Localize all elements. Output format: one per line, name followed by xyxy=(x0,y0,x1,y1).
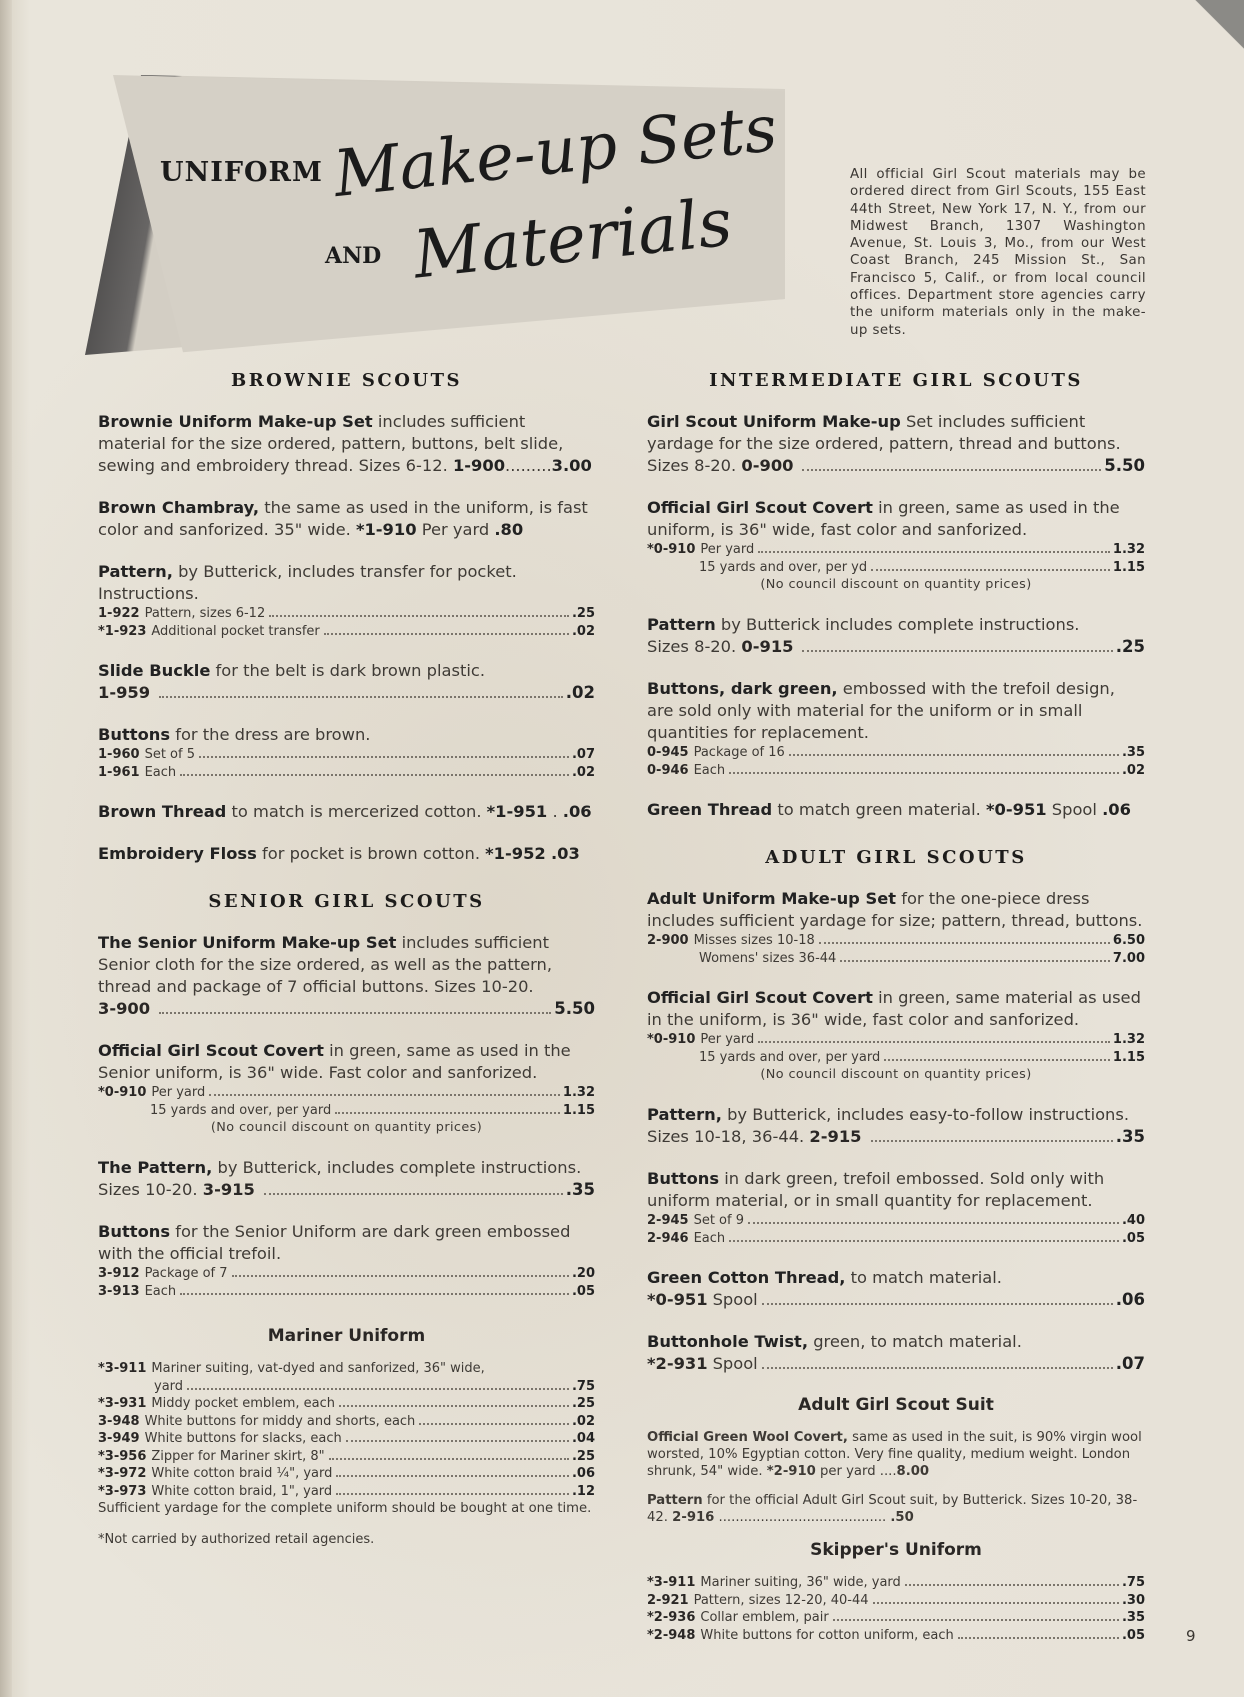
discount-note: (No council discount on quantity prices) xyxy=(760,1067,1032,1082)
price-row: *3-972 White cotton braid ¼", yard .06 xyxy=(98,1466,595,1481)
price-row: Sizes 8-20. 0-900 5.50 xyxy=(647,456,1145,475)
senior-heading: SENIOR GIRL SCOUTS xyxy=(208,891,485,912)
price-row: *1-923 Additional pocket transfer .02 xyxy=(98,623,595,639)
page-number: 9 xyxy=(1186,1627,1196,1645)
discount-note: (No council discount on quantity prices) xyxy=(210,1120,483,1135)
discount-note: (No council discount on quantity prices) xyxy=(760,577,1032,592)
intermediate-pattern: Pattern by Butterick includes complete instructions. Sizes 8-20. 0-915 .25 xyxy=(647,615,1145,656)
page-corner xyxy=(1184,0,1244,60)
adult-pattern: Pattern, by Butterick, includes easy-to-follow instructions. Sizes 10-18, 36-44. 2-915 .35 xyxy=(647,1105,1145,1146)
slide-buckle: Slide Buckle for the belt is dark brown plastic. 1-959 .02 xyxy=(98,661,595,702)
brownie-pattern: Pattern, by Butterick, includes transfer for pocket. Instructions. 1-922 Pattern, sizes 6-12 .25 *1-923 Additional pocket transfer .02 xyxy=(98,562,595,639)
intermediate-makeup-set: Girl Scout Uniform Make-up Set includes sufficient yardage for the size ordered, pattern, thread and buttons. Sizes 8-20. 0-900 5.50 xyxy=(647,412,1145,475)
price-row: 0-946 Each .02 xyxy=(647,762,1145,778)
intermediate-covert: Official Girl Scout Covert in green, same as used in the uniform, is 36" wide, fast color and sanforized. *0-910 Per yard 1.32 15 yards and over, per yd 1.15 (No council discount on quantity prices) xyxy=(647,498,1145,592)
price-row: 3-912 Package of 7 .20 xyxy=(98,1266,595,1281)
mariner-note: Sufficient yardage for the complete uniform should be bought at one time. xyxy=(98,1501,592,1516)
price-row: Sizes 8-20. 0-915 .25 xyxy=(647,637,1145,656)
ordering-info: All official Girl Scout materials may be ordered direct from Girl Scouts, 155 East 44th Street, New York 17, N. Y., from our Midwest Branch, 1307 Washington Avenue, St. Louis 3, Mo., from our West Coast Branch, 245 Mission St., San Francisco 5, Calif., or from local council offices. Department store agencies carry the uniform materials only in the make-up sets. xyxy=(850,167,1146,338)
price-row: *3-931 Middy pocket emblem, each .25 xyxy=(98,1396,595,1411)
price-row: 3-949 White buttons for slacks, each .04 xyxy=(98,1431,595,1446)
adult-heading: ADULT GIRL SCOUTS xyxy=(765,847,1027,868)
adult-makeup-set: Adult Uniform Make-up Set for the one-piece dress includes sufficient yardage for size; pattern, thread, buttons. 2-900 Misses sizes 10-18 6.50 Womens' sizes 36-44 7.00 xyxy=(647,889,1145,966)
price-row: Sizes 10-18, 36-44. 2-915 .35 xyxy=(647,1127,1145,1146)
price-row: 1-922 Pattern, sizes 6-12 .25 xyxy=(98,606,595,621)
price-row: *2-931 Spool .07 xyxy=(647,1354,1145,1373)
brownie-buttons: Buttons for the dress are brown. 1-960 Set of 5 .07 1-961 Each .02 xyxy=(98,725,595,780)
price-row: 2-945 Set of 9 .40 xyxy=(647,1213,1145,1228)
title-materials: Materials xyxy=(409,183,736,294)
brown-chambray: Brown Chambray, the same as used in the uniform, is fast color and sanforized. 35" wide. *1-910 Per yard .80 xyxy=(98,498,588,539)
price-row: 2-946 Each .05 xyxy=(647,1230,1145,1246)
title-banner xyxy=(85,75,785,355)
price-row: Sizes 10-20. 3-915 .35 xyxy=(98,1180,595,1199)
price-row: 3-913 Each .05 xyxy=(98,1283,595,1299)
adult-buttons: Buttons in dark green, trefoil embossed. Sold only with uniform material, or in small quantity for replacement. 2-945 Set of 9 .40 2-946 Each .05 xyxy=(647,1169,1145,1246)
price-row: 1-959 .02 xyxy=(98,683,595,702)
price-row: 1-960 Set of 5 .07 xyxy=(98,747,595,762)
price-row: *2-936 Collar emblem, pair .35 xyxy=(647,1610,1145,1625)
book-spine xyxy=(0,0,12,1697)
mariner-list xyxy=(98,1360,595,1549)
title-uniform: UNIFORM xyxy=(160,157,323,188)
price-row: *0-910 Per yard 1.32 xyxy=(647,1032,1145,1047)
green-cotton-thread: Green Cotton Thread, to match material. *0-951 Spool .06 xyxy=(647,1268,1145,1309)
senior-pattern: The Pattern, by Butterick, includes complete instructions. Sizes 10-20. 3-915 .35 xyxy=(98,1158,595,1199)
suit-covert: Official Green Wool Covert, same as used in the suit, is 90% virgin wool worsted, 10% Egyptian cotton. Very fine quality, medium weight. London shrunk, 54" wide. *2-910 per yard ....8.00 xyxy=(647,1430,1142,1479)
skipper-heading: Skipper's Uniform xyxy=(810,1540,982,1560)
senior-covert: Official Girl Scout Covert in green, same as used in the Senior uniform, is 36" wide. Fast color and sanforized. *0-910 Per yard 1.32 15 yards and over, per yard 1.15 (No council discount on quantity prices) xyxy=(98,1041,595,1135)
brownie-heading: BROWNIE SCOUTS xyxy=(230,370,463,391)
price-row: 0-945 Package of 16 .35 xyxy=(647,745,1145,760)
price-row: 15 yards and over, per yd 1.15 xyxy=(699,559,1145,575)
price-row: *2-948 White buttons for cotton uniform, each .05 xyxy=(647,1627,1145,1643)
price-row: *3-956 Zipper for Mariner skirt, 8" .25 xyxy=(98,1448,595,1464)
intermediate-heading: INTERMEDIATE GIRL SCOUTS xyxy=(709,370,1083,391)
price-row: *3-911 Mariner suiting, vat-dyed and sanforized, 36" wide, xyxy=(98,1361,485,1376)
price-row: 2-900 Misses sizes 10-18 6.50 xyxy=(647,933,1145,948)
intermediate-buttons: Buttons, dark green, embossed with the trefoil design, are sold only with material for the uniform or in small quantities for replacement. 0-945 Package of 16 .35 0-946 Each .02 xyxy=(647,679,1145,778)
senior-buttons: Buttons for the Senior Uniform are dark green embossed with the official trefoil. 3-912 Package of 7 .20 3-913 Each .05 xyxy=(98,1222,595,1299)
suit-heading: Adult Girl Scout Suit xyxy=(798,1395,994,1415)
price-row: 15 yards and over, per yard 1.15 xyxy=(699,1049,1145,1065)
senior-makeup-set: The Senior Uniform Make-up Set includes sufficient Senior cloth for the size ordered, as well as the pattern, thread and package of 7 official buttons. Sizes 10-20. 3-900 5.50 xyxy=(98,933,595,1018)
mariner-heading: Mariner Uniform xyxy=(267,1326,426,1346)
title-and: AND xyxy=(325,243,382,269)
footnote: *Not carried by authorized retail agencies. xyxy=(98,1532,375,1547)
green-thread: Green Thread to match green material. *0-951 Spool .06 xyxy=(647,800,1131,819)
price-row: 1-961 Each .02 xyxy=(98,764,595,780)
embroidery-floss: Embroidery Floss for pocket is brown cotton. *1-952 .03 xyxy=(98,844,580,863)
price-row: *3-911 Mariner suiting, 36" wide, yard .75 xyxy=(647,1575,1145,1590)
left-column xyxy=(98,370,595,1549)
right-column xyxy=(647,370,1145,1644)
price-row: Womens' sizes 36-44 7.00 xyxy=(699,950,1145,966)
price-row: *0-951 Spool .06 xyxy=(647,1290,1145,1309)
price-row: *0-910 Per yard 1.32 xyxy=(98,1085,595,1100)
brown-thread: Brown Thread to match is mercerized cotton. *1-951 . .06 xyxy=(98,802,592,821)
brownie-makeup-set: Brownie Uniform Make-up Set includes sufficient material for the size ordered, pattern, buttons, belt slide, sewing and embroidery thread. Sizes 6-12. 1-900.........3.00 xyxy=(98,412,592,475)
title-makeup-sets: Make-up Sets xyxy=(330,91,781,213)
price-row: 2-921 Pattern, sizes 12-20, 40-44 .30 xyxy=(647,1592,1145,1608)
price-row: 15 yards and over, per yard 1.15 xyxy=(150,1102,595,1118)
price-row: *0-910 Per yard 1.32 xyxy=(647,542,1145,557)
buttonhole-twist: Buttonhole Twist, green, to match material. *2-931 Spool .07 xyxy=(647,1332,1145,1373)
suit-pattern: Pattern for the official Adult Girl Scout suit, by Butterick. Sizes 10-20, 38-42. 2-916 ........................................ .50 xyxy=(647,1493,1138,1525)
price-row: *3-973 White cotton braid, 1", yard .12 xyxy=(98,1483,595,1499)
skipper-list xyxy=(647,1574,1145,1644)
price-row: 3-900 5.50 xyxy=(98,999,595,1018)
price-row: 3-948 White buttons for middy and shorts, each .02 xyxy=(98,1413,595,1429)
adult-covert: Official Girl Scout Covert in green, same material as used in the uniform, is 36" wide, fast color and sanforized. *0-910 Per yard 1.32 15 yards and over, per yard 1.15 (No council discount on quantity prices) xyxy=(647,988,1145,1082)
price-row: yard .75 xyxy=(154,1378,595,1394)
